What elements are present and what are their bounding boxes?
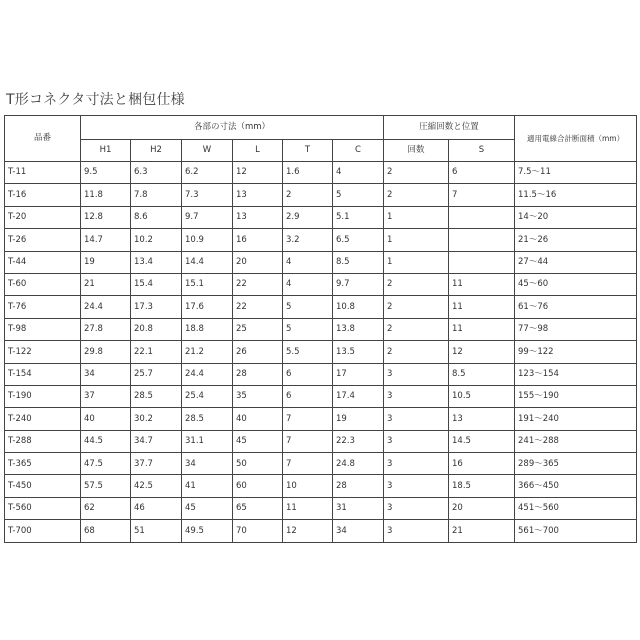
cell-w: 49.5	[182, 520, 233, 542]
cell-h1: 40	[81, 408, 131, 430]
cell-id: T-16	[5, 184, 81, 206]
cell-n: 2	[384, 162, 449, 184]
cell-t: 6	[283, 385, 333, 407]
header-crimp: 圧縮回数と位置	[384, 116, 515, 140]
cell-h2: 28.5	[131, 385, 182, 407]
cell-id: T-20	[5, 206, 81, 228]
cell-area: 241～288	[515, 430, 637, 452]
cell-l: 13	[233, 206, 283, 228]
cell-h2: 7.8	[131, 184, 182, 206]
cell-s: 7	[449, 184, 515, 206]
cell-n: 2	[384, 318, 449, 340]
table-row	[5, 520, 637, 542]
header-wire-area: 適用電線合計断面積（mm）	[515, 116, 637, 162]
cell-l: 25	[233, 318, 283, 340]
cell-l: 28	[233, 363, 283, 385]
cell-l: 35	[233, 385, 283, 407]
cell-n: 2	[384, 273, 449, 295]
cell-t: 7	[283, 430, 333, 452]
cell-id: T-700	[5, 520, 81, 542]
cell-h1: 14.7	[81, 229, 131, 251]
cell-h2: 10.2	[131, 229, 182, 251]
cell-area: 77～98	[515, 318, 637, 340]
cell-area: 123～154	[515, 363, 637, 385]
cell-t: 10	[283, 475, 333, 497]
cell-h2: 37.7	[131, 453, 182, 475]
cell-l: 45	[233, 430, 283, 452]
cell-c: 28	[333, 475, 384, 497]
cell-s: 18.5	[449, 475, 515, 497]
table-row	[5, 453, 637, 475]
cell-s: 6	[449, 162, 515, 184]
header-l: L	[233, 140, 283, 162]
cell-h1: 29.8	[81, 341, 131, 363]
cell-l: 60	[233, 475, 283, 497]
cell-l: 13	[233, 184, 283, 206]
cell-h1: 12.8	[81, 206, 131, 228]
cell-l: 20	[233, 251, 283, 273]
cell-h2: 13.4	[131, 251, 182, 273]
cell-h2: 51	[131, 520, 182, 542]
cell-s: 11	[449, 296, 515, 318]
cell-s	[449, 251, 515, 273]
cell-t: 6	[283, 363, 333, 385]
cell-h2: 25.7	[131, 363, 182, 385]
cell-s: 14.5	[449, 430, 515, 452]
cell-id: T-450	[5, 475, 81, 497]
cell-h1: 27.8	[81, 318, 131, 340]
cell-s: 10.5	[449, 385, 515, 407]
cell-c: 5	[333, 184, 384, 206]
cell-c: 13.5	[333, 341, 384, 363]
cell-area: 99～122	[515, 341, 637, 363]
cell-area: 45～60	[515, 273, 637, 295]
cell-c: 24.8	[333, 453, 384, 475]
cell-id: T-288	[5, 430, 81, 452]
header-product: 品番	[5, 116, 81, 162]
cell-id: T-98	[5, 318, 81, 340]
cell-id: T-560	[5, 497, 81, 519]
cell-n: 1	[384, 251, 449, 273]
cell-l: 22	[233, 273, 283, 295]
header-row-1	[5, 116, 637, 140]
cell-h1: 21	[81, 273, 131, 295]
cell-area: 27～44	[515, 251, 637, 273]
cell-w: 9.7	[182, 206, 233, 228]
cell-h1: 34	[81, 363, 131, 385]
header-h2: H2	[131, 140, 182, 162]
cell-h1: 68	[81, 520, 131, 542]
table-row	[5, 318, 637, 340]
cell-h1: 37	[81, 385, 131, 407]
cell-id: T-190	[5, 385, 81, 407]
cell-w: 15.1	[182, 273, 233, 295]
table-row	[5, 184, 637, 206]
cell-s: 21	[449, 520, 515, 542]
cell-w: 25.4	[182, 385, 233, 407]
cell-c: 10.8	[333, 296, 384, 318]
cell-n: 2	[384, 341, 449, 363]
table-row	[5, 475, 637, 497]
cell-area: 366～450	[515, 475, 637, 497]
cell-n: 3	[384, 475, 449, 497]
cell-s: 13	[449, 408, 515, 430]
cell-s: 11	[449, 318, 515, 340]
cell-t: 3.2	[283, 229, 333, 251]
cell-h2: 8.6	[131, 206, 182, 228]
table-row	[5, 162, 637, 184]
cell-w: 6.2	[182, 162, 233, 184]
cell-l: 12	[233, 162, 283, 184]
spec-table	[4, 115, 637, 543]
cell-id: T-122	[5, 341, 81, 363]
cell-id: T-365	[5, 453, 81, 475]
cell-w: 17.6	[182, 296, 233, 318]
cell-h2: 30.2	[131, 408, 182, 430]
cell-c: 8.5	[333, 251, 384, 273]
cell-n: 3	[384, 408, 449, 430]
cell-t: 5	[283, 318, 333, 340]
cell-w: 31.1	[182, 430, 233, 452]
cell-h1: 11.8	[81, 184, 131, 206]
cell-c: 6.5	[333, 229, 384, 251]
header-dimensions: 各部の寸法（mm）	[81, 116, 384, 140]
cell-n: 1	[384, 206, 449, 228]
cell-t: 4	[283, 251, 333, 273]
table-row	[5, 363, 637, 385]
cell-c: 31	[333, 497, 384, 519]
cell-area: 155～190	[515, 385, 637, 407]
cell-n: 1	[384, 229, 449, 251]
cell-t: 5.5	[283, 341, 333, 363]
cell-t: 4	[283, 273, 333, 295]
cell-id: T-26	[5, 229, 81, 251]
cell-w: 21.2	[182, 341, 233, 363]
cell-w: 7.3	[182, 184, 233, 206]
cell-h2: 34.7	[131, 430, 182, 452]
cell-w: 28.5	[182, 408, 233, 430]
cell-l: 26	[233, 341, 283, 363]
cell-c: 9.7	[333, 273, 384, 295]
cell-n: 2	[384, 184, 449, 206]
cell-h2: 42.5	[131, 475, 182, 497]
header-crimp-count: 回数	[384, 140, 449, 162]
cell-area: 191～240	[515, 408, 637, 430]
table-row	[5, 497, 637, 519]
cell-l: 70	[233, 520, 283, 542]
cell-h1: 24.4	[81, 296, 131, 318]
cell-c: 19	[333, 408, 384, 430]
cell-id: T-44	[5, 251, 81, 273]
cell-id: T-240	[5, 408, 81, 430]
cell-id: T-11	[5, 162, 81, 184]
table-row	[5, 206, 637, 228]
cell-h1: 62	[81, 497, 131, 519]
cell-n: 3	[384, 430, 449, 452]
cell-n: 3	[384, 385, 449, 407]
cell-w: 45	[182, 497, 233, 519]
cell-w: 18.8	[182, 318, 233, 340]
cell-c: 5.1	[333, 206, 384, 228]
cell-s: 8.5	[449, 363, 515, 385]
cell-t: 11	[283, 497, 333, 519]
cell-t: 7	[283, 453, 333, 475]
cell-n: 3	[384, 497, 449, 519]
cell-h1: 44.5	[81, 430, 131, 452]
cell-t: 12	[283, 520, 333, 542]
cell-h1: 47.5	[81, 453, 131, 475]
cell-l: 16	[233, 229, 283, 251]
cell-s: 20	[449, 497, 515, 519]
table-row	[5, 408, 637, 430]
cell-area: 21～26	[515, 229, 637, 251]
cell-h2: 17.3	[131, 296, 182, 318]
cell-h2: 46	[131, 497, 182, 519]
header-w: W	[182, 140, 233, 162]
cell-c: 13.8	[333, 318, 384, 340]
cell-h2: 20.8	[131, 318, 182, 340]
cell-c: 17.4	[333, 385, 384, 407]
table-row	[5, 385, 637, 407]
cell-h2: 6.3	[131, 162, 182, 184]
cell-t: 1.6	[283, 162, 333, 184]
header-t: T	[283, 140, 333, 162]
cell-area: 7.5～11	[515, 162, 637, 184]
cell-h1: 9.5	[81, 162, 131, 184]
page-title: T形コネクタ寸法と梱包仕様	[6, 92, 185, 108]
table-row	[5, 251, 637, 273]
cell-t: 2.9	[283, 206, 333, 228]
cell-id: T-76	[5, 296, 81, 318]
cell-t: 2	[283, 184, 333, 206]
cell-h1: 19	[81, 251, 131, 273]
cell-area: 11.5～16	[515, 184, 637, 206]
cell-l: 40	[233, 408, 283, 430]
cell-area: 289～365	[515, 453, 637, 475]
cell-h2: 22.1	[131, 341, 182, 363]
cell-w: 24.4	[182, 363, 233, 385]
cell-n: 3	[384, 520, 449, 542]
cell-c: 17	[333, 363, 384, 385]
cell-w: 41	[182, 475, 233, 497]
cell-area: 451～560	[515, 497, 637, 519]
cell-n: 3	[384, 453, 449, 475]
cell-s	[449, 229, 515, 251]
table-row	[5, 430, 637, 452]
cell-w: 10.9	[182, 229, 233, 251]
cell-c: 22.3	[333, 430, 384, 452]
table-row	[5, 296, 637, 318]
table-row	[5, 229, 637, 251]
cell-s	[449, 206, 515, 228]
cell-s: 12	[449, 341, 515, 363]
cell-l: 50	[233, 453, 283, 475]
cell-c: 34	[333, 520, 384, 542]
cell-w: 14.4	[182, 251, 233, 273]
cell-w: 34	[182, 453, 233, 475]
cell-s: 11	[449, 273, 515, 295]
cell-n: 3	[384, 363, 449, 385]
cell-n: 2	[384, 296, 449, 318]
cell-h2: 15.4	[131, 273, 182, 295]
cell-c: 4	[333, 162, 384, 184]
cell-t: 5	[283, 296, 333, 318]
cell-t: 7	[283, 408, 333, 430]
cell-l: 22	[233, 296, 283, 318]
table-row	[5, 273, 637, 295]
cell-area: 561～700	[515, 520, 637, 542]
cell-id: T-154	[5, 363, 81, 385]
table-row	[5, 341, 637, 363]
header-c: C	[333, 140, 384, 162]
cell-area: 14～20	[515, 206, 637, 228]
cell-l: 65	[233, 497, 283, 519]
cell-s: 16	[449, 453, 515, 475]
cell-h1: 57.5	[81, 475, 131, 497]
cell-id: T-60	[5, 273, 81, 295]
cell-area: 61～76	[515, 296, 637, 318]
header-h1: H1	[81, 140, 131, 162]
header-crimp-s: S	[449, 140, 515, 162]
